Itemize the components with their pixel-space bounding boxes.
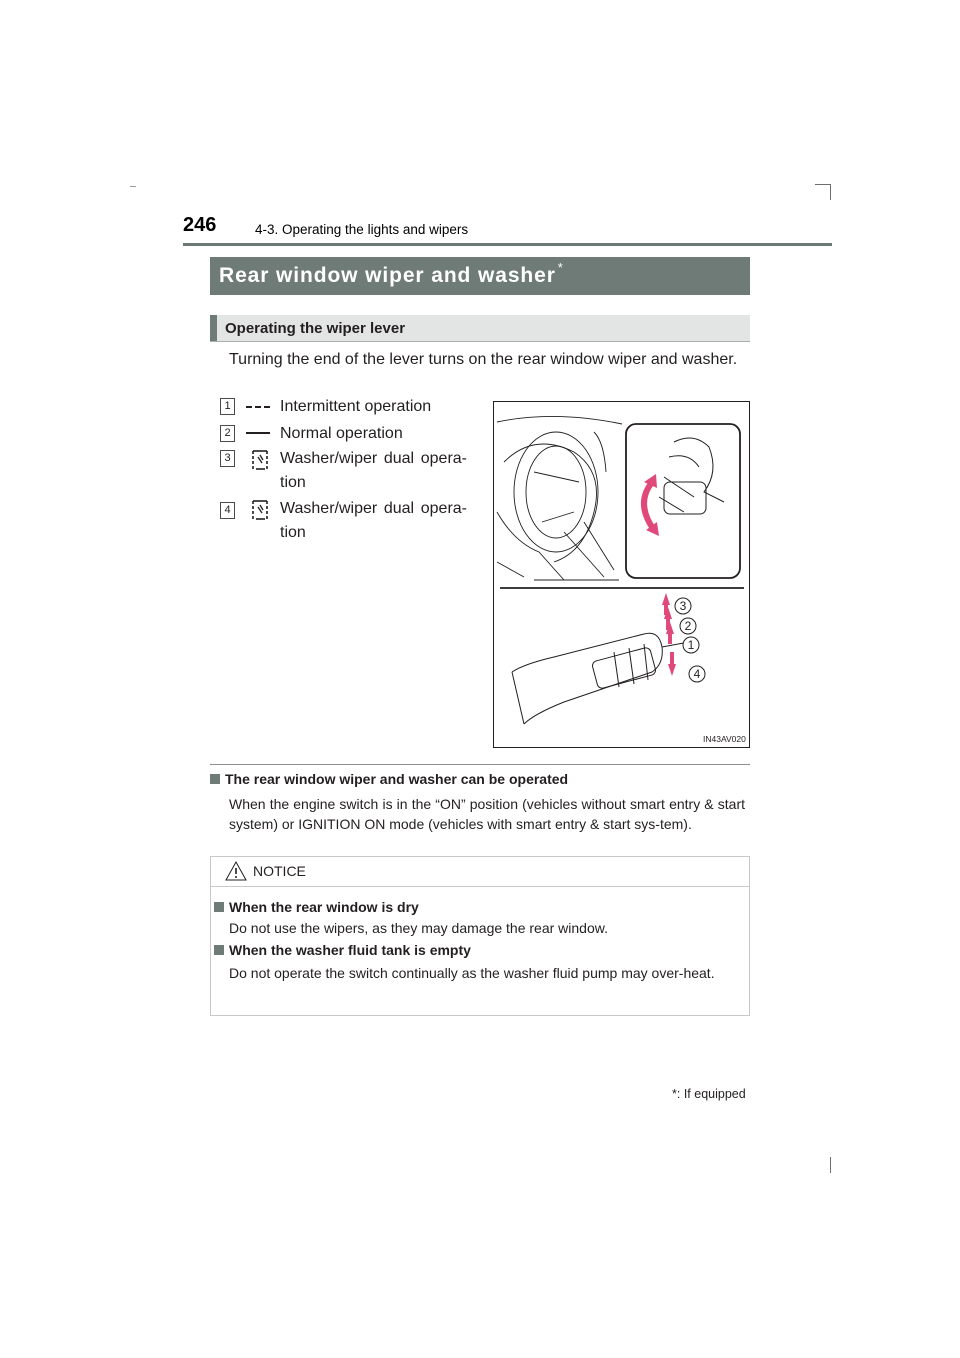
note-heading bbox=[210, 771, 568, 787]
section-divider bbox=[210, 764, 750, 765]
notice-item-heading bbox=[214, 899, 419, 915]
footnote-text: : If equipped bbox=[676, 1087, 746, 1101]
list-item-label: Washer/wiper dual opera- bbox=[280, 450, 467, 467]
callout-number: 2 bbox=[220, 425, 235, 442]
notice-label: NOTICE bbox=[253, 863, 306, 879]
notice-item-heading-text: When the washer fluid tank is empty bbox=[229, 942, 471, 958]
if-equipped-star: * bbox=[557, 259, 563, 275]
subsection-heading bbox=[210, 315, 750, 342]
callout-2: 2 bbox=[684, 619, 692, 633]
crop-mark bbox=[815, 184, 831, 185]
crop-mark bbox=[130, 186, 136, 187]
subsection-heading-text: Operating the wiper lever bbox=[225, 319, 406, 337]
dashed-line-icon bbox=[246, 406, 270, 408]
list-item-label-cont: tion bbox=[280, 474, 306, 491]
crop-mark bbox=[830, 1157, 831, 1173]
callout-1: 1 bbox=[687, 638, 695, 652]
washer-wiper-icon bbox=[249, 498, 271, 522]
crop-mark bbox=[830, 184, 831, 200]
footnote-star: * bbox=[672, 1087, 677, 1101]
section-title: Rear window wiper and washer bbox=[219, 264, 556, 287]
list-item-label: Normal operation bbox=[280, 425, 403, 442]
list-item-label-cont: tion bbox=[280, 524, 306, 541]
footnote bbox=[672, 1087, 746, 1101]
notice-item-heading-text: When the rear window is dry bbox=[229, 899, 419, 915]
note-body: When the engine switch is in the “ON” position (vehicles without smart entry & start system) or IGNITION ON mode (vehicles with smart entry & start sys-tem). bbox=[229, 796, 745, 832]
washer-wiper-icon bbox=[249, 448, 271, 472]
callout-number: 1 bbox=[220, 398, 235, 415]
callout-3: 3 bbox=[679, 599, 687, 613]
notice-item-text: Do not use the wipers, as they may damage the rear window. bbox=[229, 920, 608, 936]
intro-paragraph: Turning the end of the lever turns on the rear window wiper and washer. bbox=[229, 351, 738, 368]
list-item-label: Intermittent operation bbox=[280, 398, 432, 415]
notice-item-text: Do not operate the switch continually as the washer fluid pump may over-heat. bbox=[229, 965, 715, 981]
illustration-code: IN43AV020 bbox=[703, 734, 746, 744]
illustration-drawing bbox=[494, 402, 749, 747]
running-head: 4-3. Operating the lights and wipers bbox=[255, 222, 469, 237]
warning-triangle-icon bbox=[224, 860, 248, 882]
heading-accent-bar bbox=[210, 315, 217, 341]
callout-number: 3 bbox=[220, 450, 235, 467]
solid-line-icon bbox=[246, 432, 270, 434]
section-title-banner bbox=[210, 257, 750, 295]
page-number: 246 bbox=[183, 214, 217, 236]
callout-number: 4 bbox=[220, 502, 235, 519]
note-heading-text: The rear window wiper and washer can be operated bbox=[225, 771, 569, 787]
square-bullet-icon bbox=[214, 902, 224, 912]
square-bullet-icon bbox=[214, 945, 224, 955]
callout-4: 4 bbox=[693, 667, 701, 681]
notice-header-rule bbox=[211, 886, 749, 887]
list-item-label: Washer/wiper dual opera- bbox=[280, 500, 467, 517]
notice-item-heading bbox=[214, 942, 471, 958]
header-rule bbox=[183, 243, 832, 246]
wiper-lever-illustration bbox=[493, 401, 750, 748]
square-bullet-icon bbox=[210, 774, 220, 784]
